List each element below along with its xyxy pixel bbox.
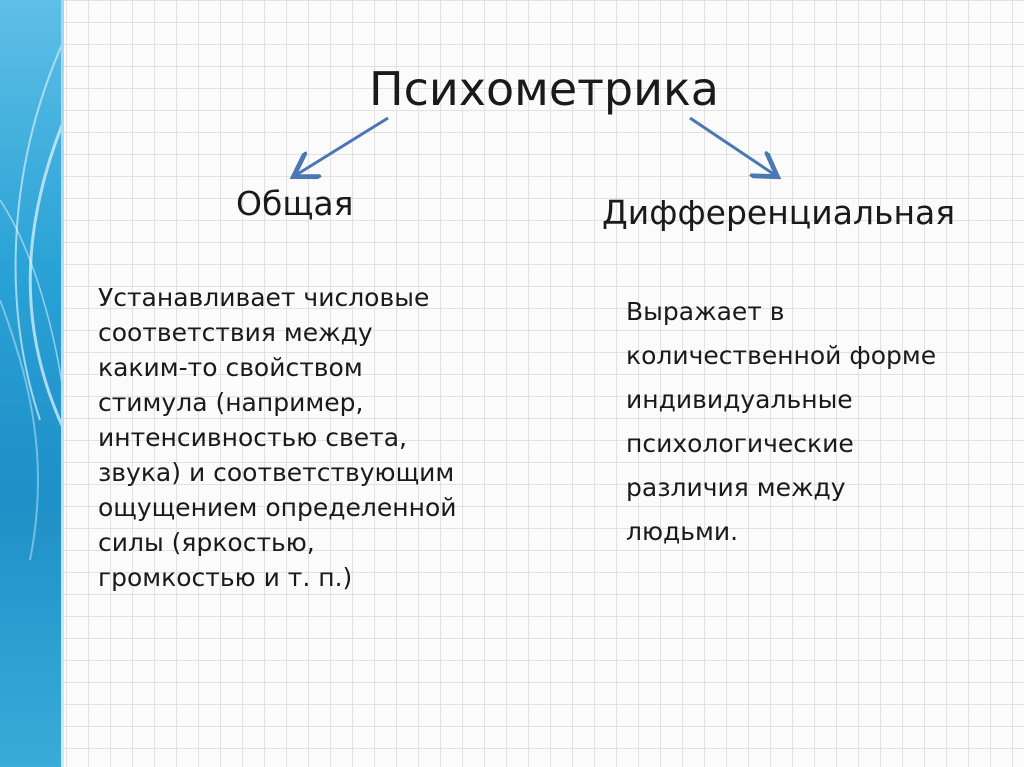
arrow-left	[296, 118, 388, 175]
page-title: Психометрика	[368, 62, 719, 116]
differential-description: Выражает в количественной форме индивидуальные психологические различия между людьми.	[626, 297, 937, 546]
arrow-right	[690, 118, 775, 175]
general-description: Устанавливает числовые соответствия между каким-то свойством стимула (например, интенсивностью света, звука) и соответствующим ощущением определенной силы (яркостью, громкостью и т. п.)	[98, 283, 457, 592]
differential-heading: Дифференциальная	[602, 193, 956, 232]
general-heading: Общая	[236, 184, 354, 223]
